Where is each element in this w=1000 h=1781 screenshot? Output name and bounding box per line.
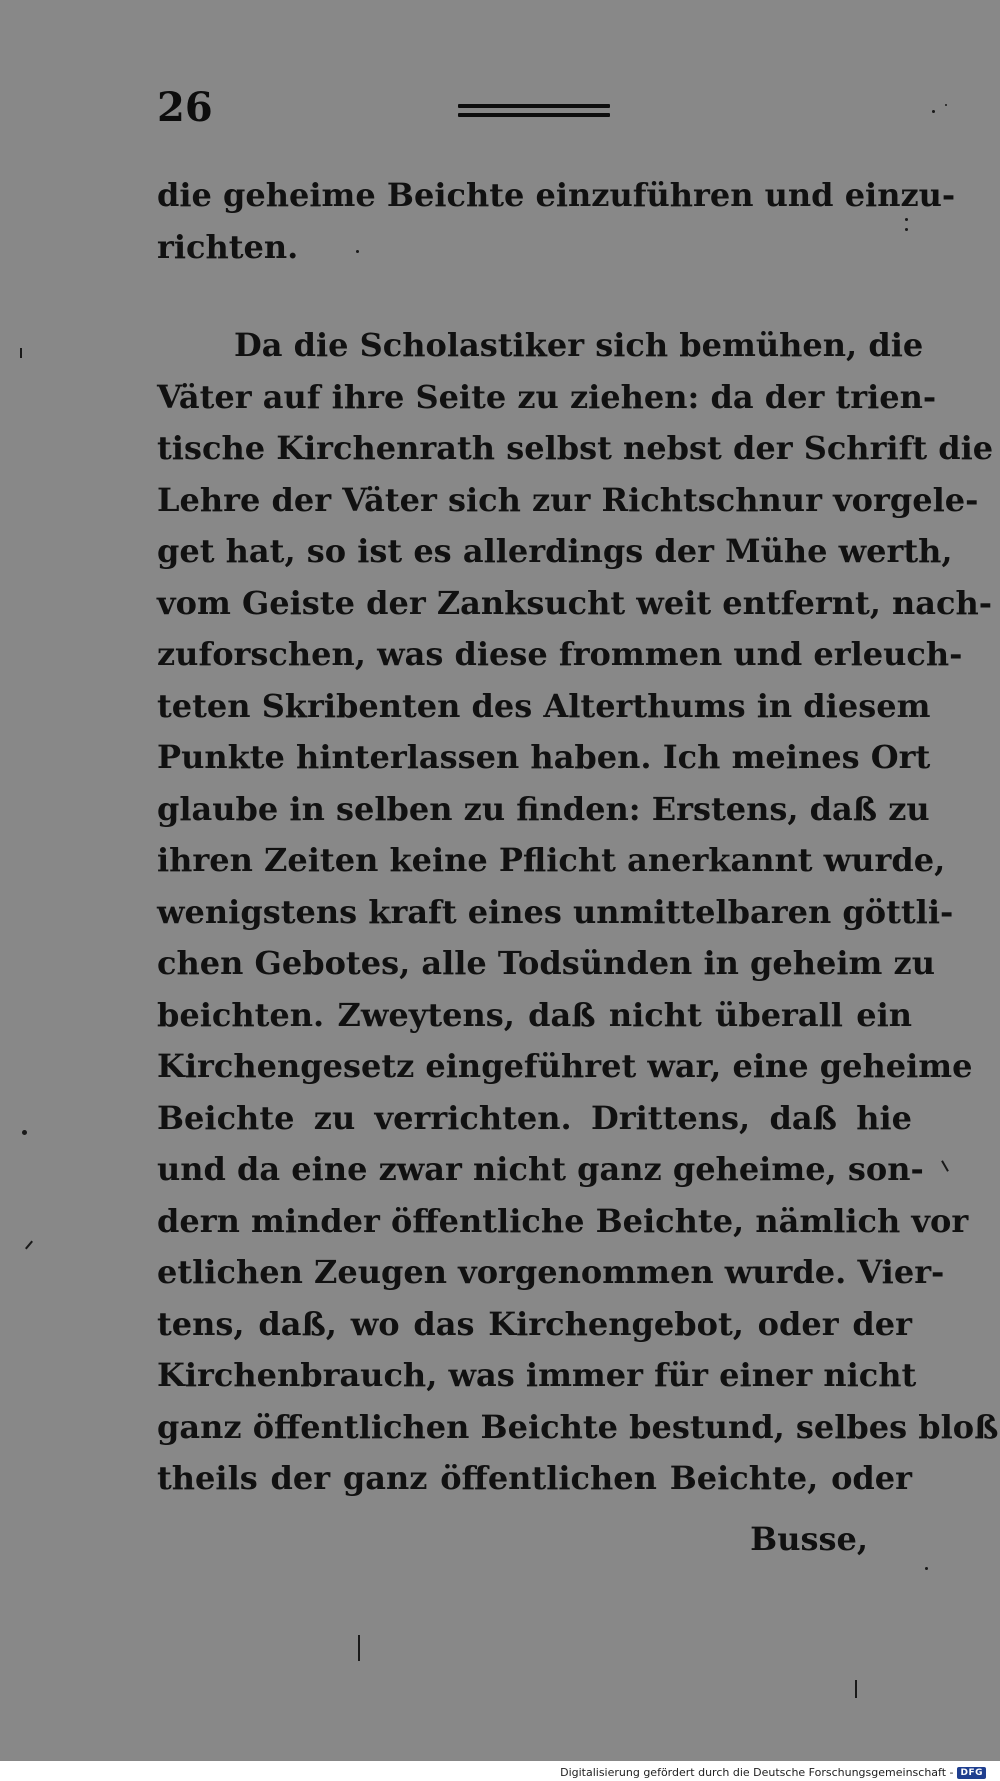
text-line: tische Kirchenrath selbst nebst der Schrift die	[157, 429, 994, 467]
scan-scratch	[358, 1635, 360, 1661]
text-line: Kirchengesetz eingeführet war, eine geheime	[157, 1047, 973, 1085]
text-line: ganz öffentlichen Beichte bestund, selbes bloß	[157, 1407, 999, 1446]
header-rule	[458, 104, 610, 118]
text-line: Punkte hinterlassen haben. Ich meines Ort	[157, 738, 931, 776]
text-line: Kirchenbrauch, was immer für einer nicht	[157, 1356, 917, 1394]
text-line: glaube in selben zu finden: Erstens, daß zu	[157, 789, 930, 828]
text-line: beichten. Zweytens, daß nicht überall ein	[157, 995, 912, 1034]
header-rule-bar	[458, 104, 610, 108]
scan-scratch	[941, 1160, 949, 1171]
text-line: vom Geiste der Zanksucht weit entfernt, nach-	[157, 583, 993, 622]
paragraph-continued	[157, 170, 956, 273]
scan-speck	[356, 250, 359, 253]
catchword: Busse,	[750, 1520, 868, 1558]
digitization-credit	[560, 1766, 986, 1779]
scan-speck	[905, 228, 908, 231]
text-line: theils der ganz öffentlichen Beichte, oder	[157, 1459, 912, 1497]
scan-speck	[22, 1130, 27, 1135]
dfg-logo: DFG	[957, 1767, 986, 1779]
text-line: und da eine zwar nicht ganz geheime, son-	[157, 1150, 924, 1188]
credit-text: Digitalisierung gefördert durch die Deutsche Forschungsgemeinschaft -	[560, 1766, 954, 1779]
text-line: Väter auf ihre Seite zu ziehen: da der trien-	[157, 377, 937, 416]
text-line: dern minder öffentliche Beichte, nämlich vor	[157, 1201, 969, 1240]
scan-scratch	[855, 1680, 857, 1698]
text-line: zuforschen, was diese frommen und erleuch-	[157, 635, 963, 673]
scan-speck	[905, 218, 908, 221]
text-line: tens, daß, wo das Kirchengebot, oder der	[157, 1304, 912, 1343]
text-line: richten.	[157, 227, 299, 266]
text-line: chen Gebotes, alle Todsünden in geheim zu	[157, 944, 935, 982]
text-line: Da die Scholastiker sich bemühen, die	[234, 326, 924, 364]
scan-speck	[925, 1567, 928, 1570]
text-line: get hat, so ist es allerdings der Mühe werth,	[157, 532, 953, 570]
scan-speck	[932, 110, 935, 113]
text-line: teten Skribenten des Alterthums in diesem	[157, 686, 931, 725]
text-line: die geheime Beichte einzuführen und einzu-	[157, 176, 956, 214]
text-line: Beichte zu verrichten. Drittens, daß hie	[157, 1098, 912, 1137]
page-number: 26	[157, 84, 213, 131]
scan-scratch	[25, 1241, 33, 1250]
text-line: Lehre der Väter sich zur Richtschnur vorgele-	[157, 480, 979, 519]
text-line: ihren Zeiten keine Pflicht anerkannt wurde,	[157, 841, 946, 879]
scan-speck	[945, 104, 947, 106]
scan-scratch	[20, 348, 22, 358]
text-line: etlichen Zeugen vorgenommen wurde. Vier-	[157, 1253, 945, 1291]
header-rule-bar	[458, 113, 610, 117]
paragraph-main	[157, 320, 999, 1505]
text-line: wenigstens kraft eines unmittelbaren göttli-	[157, 892, 954, 931]
